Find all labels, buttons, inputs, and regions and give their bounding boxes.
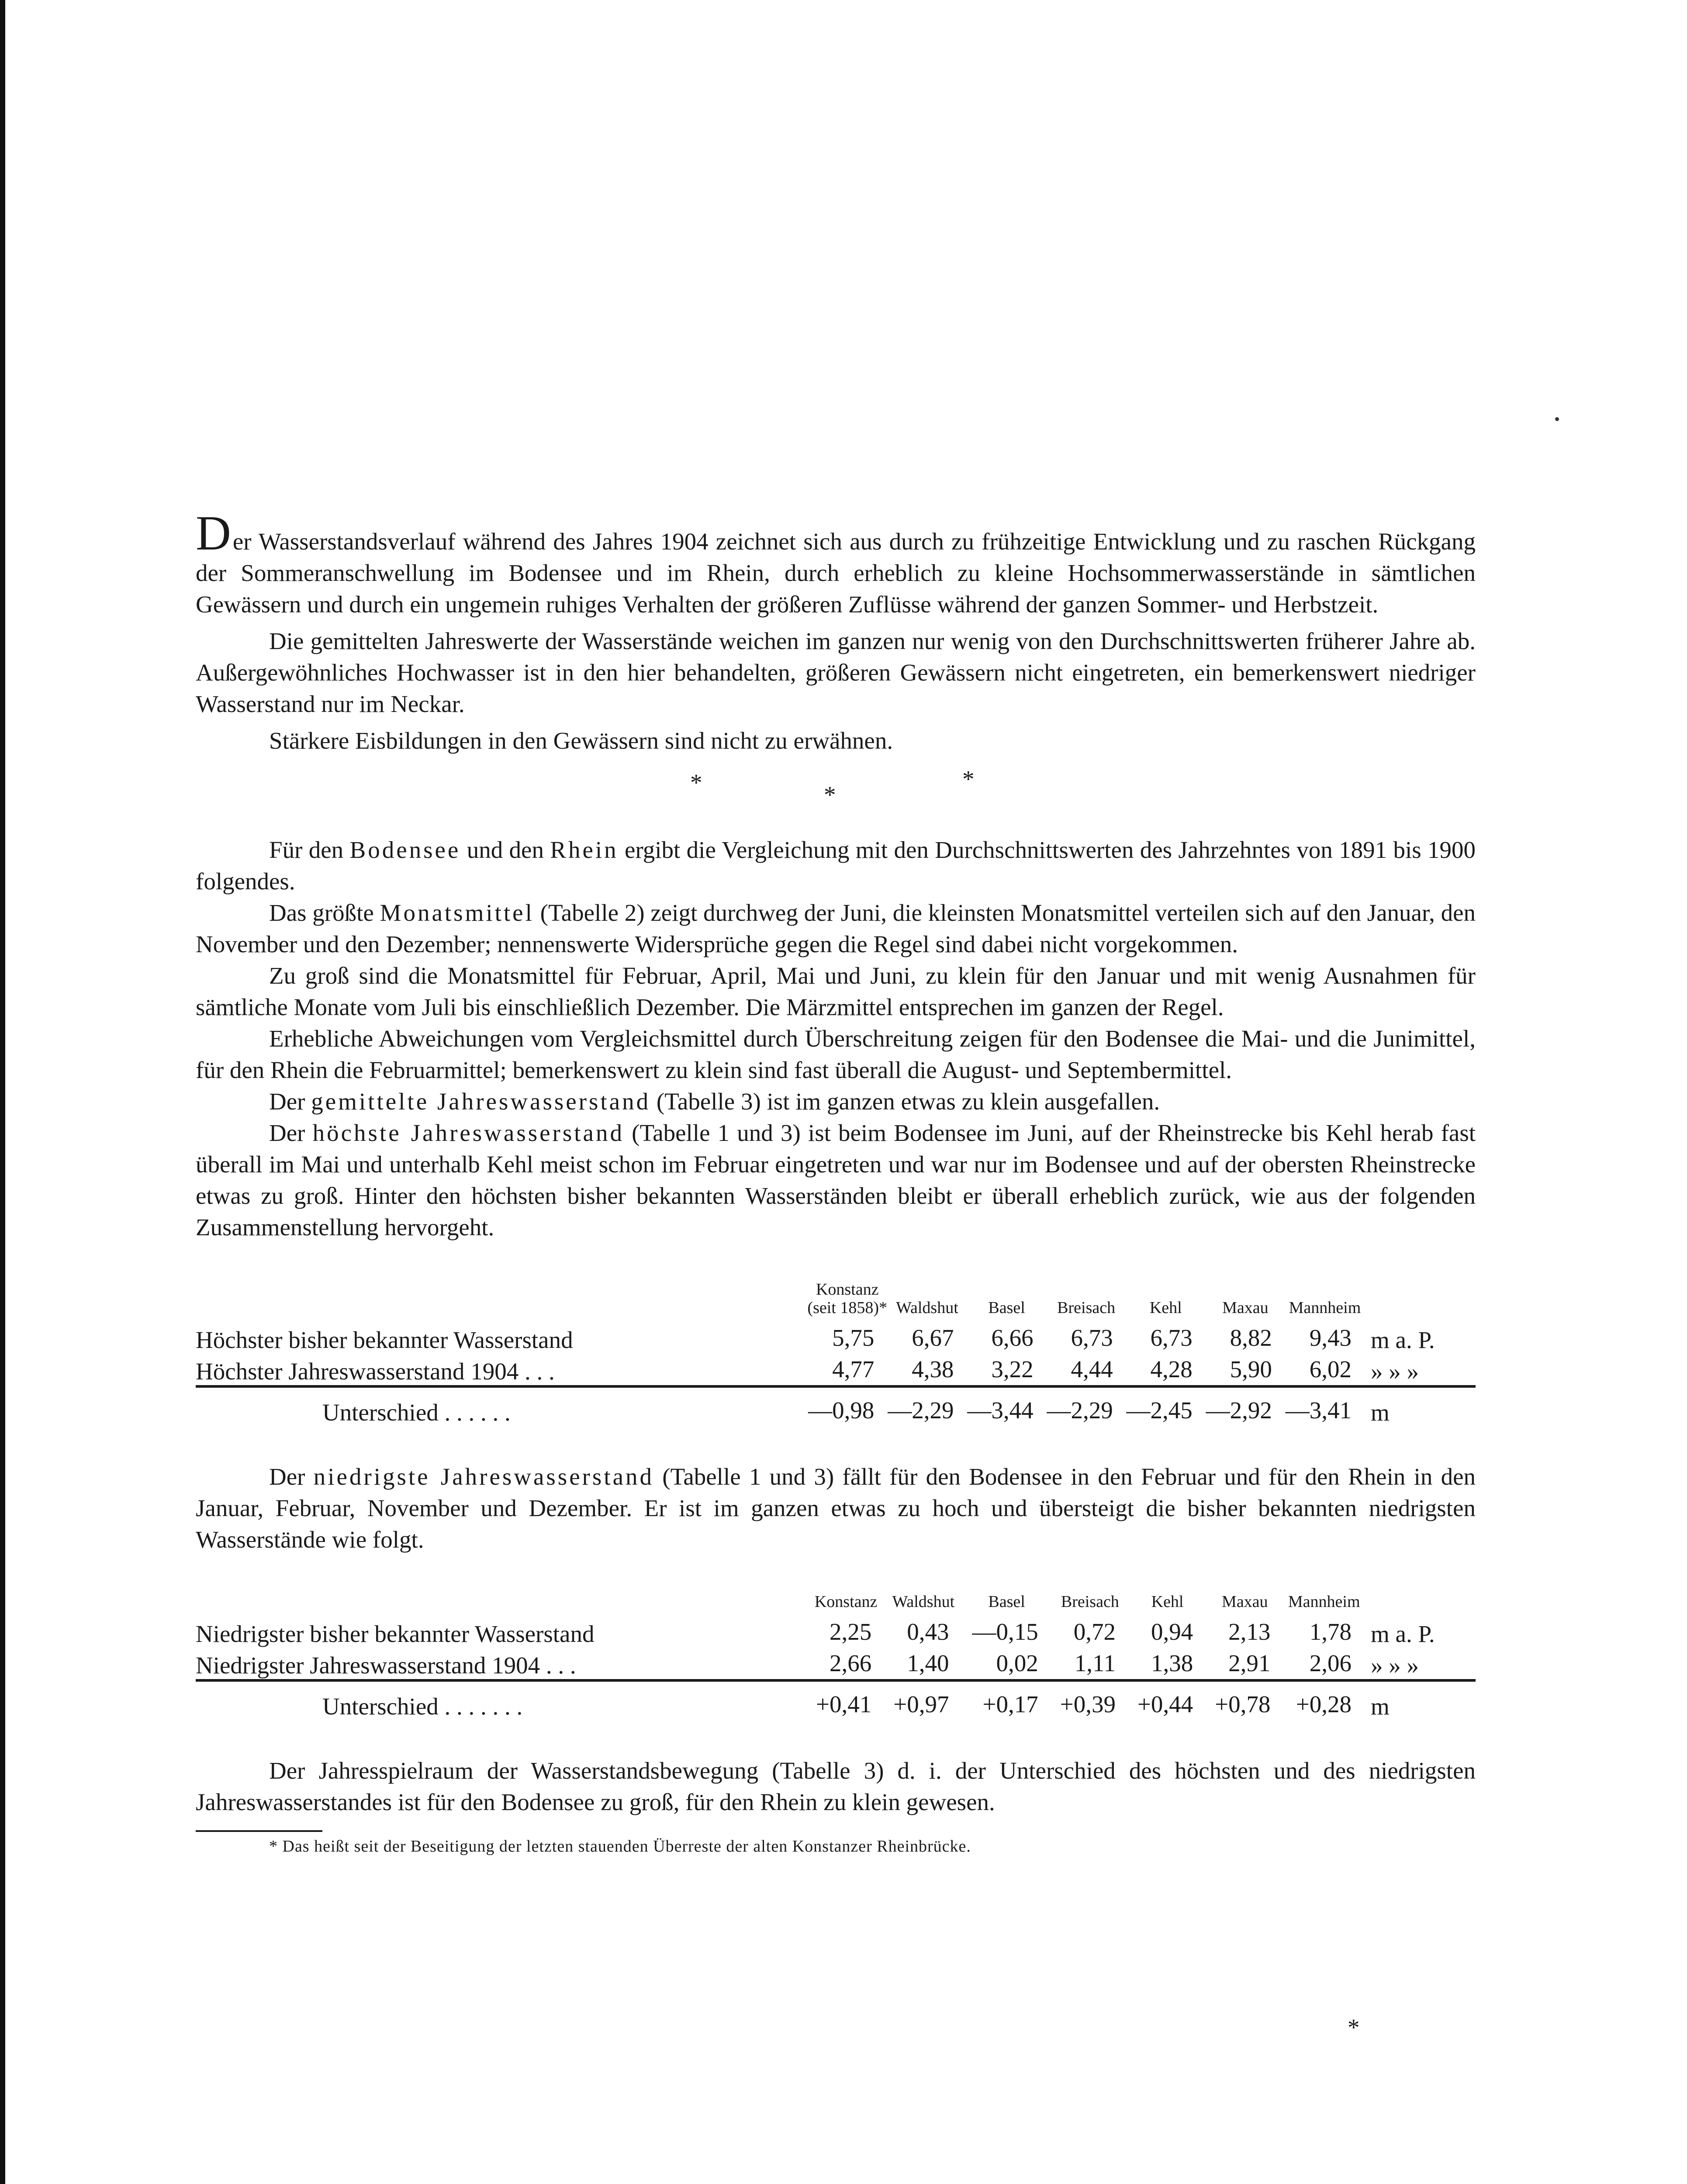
table-cell: —2,92 (1206, 1386, 1285, 1426)
column-header: Breisach (1061, 1593, 1119, 1611)
table-cell: 6,67 (912, 1324, 954, 1351)
separator-star: * (824, 781, 836, 808)
table-cell: +0,41 (807, 1680, 885, 1720)
table-cell: +0,39 (1051, 1680, 1129, 1720)
paragraph-highest-annual: Der höchste Jahreswasserstand (Tabelle 1 und 3) ist beim Bodensee im Juni, auf der Rheinstrecke bis Kehl herab fast überall im Mai und unterhalb Kehl meist schon im Februar eingetreten und war nur im Bodensee und auf der obersten Rheinstrecke etwas zu groß. Hinter den höchsten bisher bekannten Wasserständen bleibt er überall erheblich zurück, wie aus der folgenden Zusammenstellung hervorgeht. (196, 1120, 1476, 1241)
column-header: Waldshut (896, 1299, 958, 1317)
separator-star: * (690, 769, 702, 796)
paragraph-annual-range: Der Jahresspielraum der Wasserstandsbewegung (Tabelle 3) d. i. der Unterschied des höchsten und des niedrigsten Jahreswasserstandes ist für den Bodensee zu groß, für den Rhein zu klein gewesen. (196, 1757, 1476, 1815)
unit-label: m a. P. (1371, 1327, 1435, 1353)
paragraph-intro: Der Wasserstandsverlauf während des Jahres 1904 zeichnet sich aus durch zu frühzeitige Entwicklung und zu raschen Rückgang der Sommeranschwellung im Bodensee und im Rhein, durch erheblich zu kleine Hochsommerwasserstände in sämtlichen Gewässern und durch ein ungemein ruhiges Verhalten der größeren Zuflüsse während der ganzen Sommer- und Herbstzeit. (196, 506, 1476, 618)
table-cell: —3,41 (1285, 1386, 1365, 1426)
column-header: Kehl (1151, 1593, 1184, 1611)
unit-label: » » » (1371, 1358, 1419, 1385)
table-cell: —2,29 (887, 1386, 967, 1426)
paragraph-ice: Stärkere Eisbildungen in den Gewässern sind nicht zu erwähnen. (269, 727, 893, 754)
table-cell: 1,78 (1309, 1618, 1352, 1645)
table-cell: 3,22 (991, 1356, 1034, 1382)
column-header: Kehl (1149, 1299, 1182, 1317)
table-cell: 6,73 (1150, 1324, 1193, 1351)
table-cell: 0,72 (1073, 1618, 1116, 1645)
column-header: Mannheim (1289, 1299, 1361, 1317)
column-header: Konstanz (seit 1858)* (807, 1280, 887, 1317)
table-cell: 1,38 (1151, 1650, 1193, 1676)
column-header: Maxau (1222, 1593, 1268, 1611)
table-cell: +0,28 (1283, 1680, 1365, 1720)
column-header: Basel (988, 1299, 1025, 1317)
table-cell: 6,02 (1309, 1356, 1352, 1382)
table-cell: 4,28 (1150, 1356, 1193, 1382)
table-cell: 1,11 (1074, 1650, 1116, 1676)
table-cell: —0,98 (807, 1386, 887, 1426)
table-cell: 4,44 (1071, 1356, 1113, 1382)
row-label: Höchster bisher bekannter Wasserstand (196, 1327, 573, 1353)
row-label: Höchster Jahreswasserstand 1904 . . . (196, 1358, 555, 1385)
paragraph-lowest-annual: Der niedrigste Jahreswasserstand (Tabelle 1 und 3) fällt für den Bodensee in den Februar und für den Rhein in den Januar, Februar, November und Dezember. Er ist im ganzen etwas zu hoch und übersteigt die bisher bekannten niedrigsten Wasserstände wie folgt. (196, 1463, 1476, 1553)
page-mark: * (1348, 2014, 1360, 2041)
table-cell: 6,66 (991, 1324, 1034, 1351)
table-cell: +0,44 (1129, 1680, 1206, 1720)
paragraph-monthly-mean: Das größte Monatsmittel (Tabelle 2) zeigt durchweg der Juni, die kleinsten Monatsmittel verteilen sich auf den Januar, den November und den Dezember; nennenswerte Widersprüche gegen die Regel sind dabei nicht vorgekommen. (196, 899, 1476, 957)
table-highest-levels (196, 1280, 1476, 1426)
table-cell: +0,78 (1206, 1680, 1283, 1720)
table-cell: —2,45 (1126, 1386, 1206, 1426)
row-label: Niedrigster bisher bekannter Wasserstand (196, 1621, 595, 1647)
table-cell: 2,06 (1309, 1650, 1352, 1676)
table-header-row (196, 1280, 1476, 1322)
drop-cap: D (196, 506, 231, 560)
table-cell: 0,94 (1151, 1618, 1193, 1645)
table-cell: 2,13 (1228, 1618, 1271, 1645)
table-cell: 5,90 (1230, 1356, 1272, 1382)
paragraph-mean-annual: Der gemittelte Jahreswasserstand (Tabelle 3) ist im ganzen etwas zu klein ausgefallen. (269, 1088, 1160, 1115)
row-label: Unterschied . . . . . . . (196, 1680, 807, 1720)
table-cell: 2,66 (829, 1650, 872, 1676)
separator-star: * (962, 766, 975, 792)
table-row (196, 1354, 1476, 1386)
footnote-mark: * (269, 1837, 278, 1856)
stray-dot (1555, 417, 1559, 421)
table-cell: 0,02 (996, 1650, 1038, 1676)
table-lowest-levels (196, 1593, 1476, 1720)
table-cell: 4,38 (912, 1356, 954, 1382)
table-row (196, 1648, 1476, 1680)
table-cell: 1,40 (907, 1650, 949, 1676)
paragraph-mean-values: Die gemittelten Jahreswerte der Wasserstände weichen im ganzen nur wenig von den Durchschnittswerten früherer Jahre ab. Außergewöhnliches Hochwasser ist in den hier behandelten, größeren Gewässern nicht eingetreten, ein bemerkenswert niedriger Wasserstand nur im Neckar. (196, 628, 1476, 717)
unit-label: m a. P. (1371, 1621, 1435, 1647)
table-cell: 2,25 (829, 1618, 872, 1645)
table-cell: 4,77 (832, 1356, 875, 1382)
table-cell: 5,75 (832, 1324, 875, 1351)
unit-label: » » » (1371, 1652, 1419, 1679)
table-cell: +0,17 (962, 1680, 1051, 1720)
table-total-row (196, 1680, 1476, 1720)
table-cell: 8,82 (1230, 1324, 1272, 1351)
table-cell: +0,97 (885, 1680, 962, 1720)
unit-label: m (1365, 1386, 1476, 1426)
table-header-row (196, 1593, 1476, 1616)
table-cell: 9,43 (1309, 1324, 1352, 1351)
section-separator (196, 766, 1476, 834)
paragraph-deviations: Erhebliche Abweichungen vom Vergleichsmittel durch Überschreitung zeigen für den Bodensee die Mai- und die Junimittel, für den Rhein die Februarmittel; bemerkenswert zu klein sind fast überall die August- und Septembermittel. (196, 1025, 1476, 1083)
table-cell: —2,29 (1047, 1386, 1126, 1426)
paragraph-too-large: Zu groß sind die Monatsmittel für Februar, April, Mai und Juni, zu klein für den Januar und mit wenig Ausnahmen für sämtliche Monate vom Juli bis einschließlich Dezember. Die Märzmittel entsprechen im ganzen der Regel. (196, 962, 1476, 1020)
table-row (196, 1322, 1476, 1354)
unit-label: m (1365, 1680, 1476, 1720)
footnote-divider (196, 1830, 322, 1832)
row-label: Unterschied . . . . . . (196, 1386, 807, 1426)
table-row (196, 1616, 1476, 1648)
row-label: Niedrigster Jahreswasserstand 1904 . . . (196, 1652, 576, 1679)
table-cell: —3,44 (967, 1386, 1047, 1426)
table-total-row (196, 1386, 1476, 1426)
table-cell: 0,43 (907, 1618, 949, 1645)
document-body (196, 506, 1476, 1857)
table-cell: —0,15 (972, 1618, 1038, 1645)
column-header: Breisach (1057, 1299, 1116, 1317)
column-header: Waldshut (892, 1593, 955, 1611)
footnote (196, 1835, 1476, 1857)
column-header: Maxau (1222, 1299, 1269, 1317)
column-header: Mannheim (1288, 1593, 1360, 1611)
paragraph-comparison: Für den Bodensee und den Rhein ergibt die Vergleichung mit den Durchschnittswerten des Jahrzehntes von 1891 bis 1900 folgendes. (196, 836, 1476, 895)
page-edge (0, 0, 5, 2184)
table-cell: 6,73 (1071, 1324, 1113, 1351)
column-header: Basel (988, 1593, 1025, 1611)
column-header: Konstanz (814, 1593, 878, 1611)
footnote-text: Das heißt seit der Beseitigung der letzten stauenden Überreste der alten Konstanzer Rheinbrücke. (282, 1837, 971, 1856)
table-cell: 2,91 (1228, 1650, 1271, 1676)
